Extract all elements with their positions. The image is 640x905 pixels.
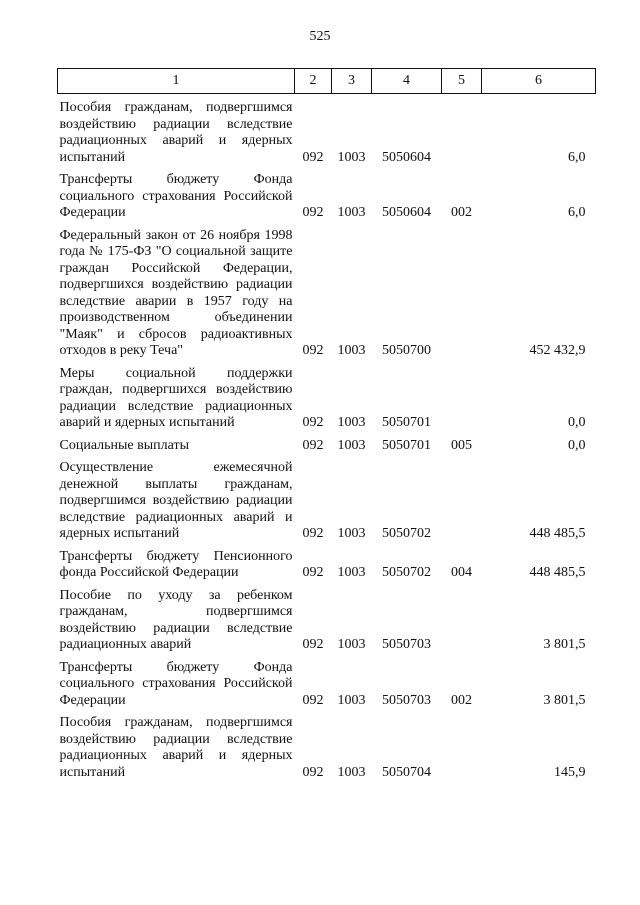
expense-type-code	[442, 582, 482, 654]
target-article-code: 5050702	[382, 526, 431, 541]
section-code: 1003	[337, 637, 366, 652]
column-header: 3	[332, 69, 372, 94]
ministry-code: 092	[302, 565, 324, 580]
ministry-code: 092	[302, 437, 324, 453]
amount-value: 452 432,9	[529, 343, 586, 358]
expense-type-code: 002	[451, 692, 472, 708]
target-article-code: 5050701	[382, 437, 431, 453]
amount-value: 6,0	[568, 149, 586, 165]
section-code: 1003	[337, 692, 366, 708]
row-description: Трансферты бюджету Фонда социального страхования Российской Федерации	[59, 659, 293, 708]
table-header-row	[58, 69, 596, 94]
section-code: 1003	[337, 764, 366, 780]
column-header: 1	[58, 69, 295, 94]
amount-value: 3 801,5	[543, 637, 586, 652]
column-header: 6	[482, 69, 596, 94]
expense-type-code: 004	[451, 565, 472, 580]
ministry-code: 092	[302, 415, 324, 430]
target-article-code: 5050700	[382, 343, 431, 358]
table-row	[58, 582, 596, 654]
section-code: 1003	[337, 565, 366, 580]
expense-type-code: 005	[451, 437, 472, 453]
table-row	[58, 454, 596, 543]
table-row	[58, 543, 596, 582]
table-row	[58, 94, 596, 167]
row-description: Пособия гражданам, подвергшимся воздействию радиации вследствие радиационных аварий и ядерных испытаний	[59, 100, 293, 165]
section-code: 1003	[337, 415, 366, 430]
ministry-code: 092	[302, 205, 324, 220]
target-article-code: 5050604	[382, 205, 431, 220]
amount-value: 0,0	[568, 437, 586, 453]
row-description: Пособие по уходу за ребенком гражданам, подвергшимся воздействию радиации вследствие радиационных аварий	[59, 587, 293, 652]
table-row	[58, 432, 596, 455]
section-code: 1003	[337, 149, 366, 165]
row-description: Меры социальной поддержки граждан, подвергшихся воздействию радиации вследствие радиационных аварий и ядерных испытаний	[59, 365, 293, 430]
amount-value: 0,0	[568, 415, 586, 430]
page-number: 525	[309, 29, 331, 44]
expense-type-code	[442, 94, 482, 167]
row-description: Федеральный закон от 26 ноября 1998 года № 175-ФЗ "О социальной защите граждан Российской Федерации, подвергшихся воздействию радиации вследствие аварии в 1957 году на производственном объединении "Маяк" и сбросов радиоактивных отходов в реку Теча"	[59, 227, 293, 358]
row-description: Пособия гражданам, подвергшимся воздействию радиации вследствие радиационных аварий и ядерных испытаний	[59, 715, 293, 780]
section-code: 1003	[337, 526, 366, 541]
row-description: Социальные выплаты	[59, 437, 190, 453]
amount-value: 3 801,5	[543, 692, 586, 708]
expense-type-code: 002	[451, 205, 472, 220]
target-article-code: 5050704	[382, 764, 431, 780]
section-code: 1003	[337, 343, 366, 358]
target-article-code: 5050604	[382, 149, 431, 165]
column-header: 5	[442, 69, 482, 94]
expense-type-code	[442, 360, 482, 432]
expense-type-code	[442, 454, 482, 543]
section-code: 1003	[337, 437, 366, 453]
expense-type-code	[442, 222, 482, 360]
table-row	[58, 360, 596, 432]
table-row	[58, 709, 596, 781]
target-article-code: 5050702	[382, 565, 431, 580]
section-code: 1003	[337, 205, 366, 220]
table-row	[58, 654, 596, 710]
ministry-code: 092	[302, 692, 324, 708]
column-header: 2	[295, 69, 332, 94]
ministry-code: 092	[302, 764, 324, 780]
target-article-code: 5050703	[382, 692, 431, 708]
table-row	[58, 222, 596, 360]
ministry-code: 092	[302, 526, 324, 541]
row-description: Трансферты бюджету Пенсионного фонда Российской Федерации	[59, 548, 293, 580]
budget-table	[57, 68, 596, 781]
ministry-code: 092	[302, 149, 324, 165]
amount-value: 448 485,5	[529, 526, 586, 541]
target-article-code: 5050703	[382, 637, 431, 652]
row-description: Осуществление ежемесячной денежной выплаты гражданам, подвергшимся воздействию радиации вследствие радиационных аварий и ядерных испытаний	[59, 460, 293, 541]
amount-value: 448 485,5	[529, 565, 586, 580]
row-description: Трансферты бюджету Фонда социального страхования Российской Федерации	[59, 172, 293, 220]
amount-value: 145,9	[554, 764, 586, 780]
table-row	[58, 166, 596, 222]
target-article-code: 5050701	[382, 415, 431, 430]
ministry-code: 092	[302, 637, 324, 652]
expense-type-code	[442, 709, 482, 781]
column-header: 4	[372, 69, 442, 94]
ministry-code: 092	[302, 343, 324, 358]
amount-value: 6,0	[568, 205, 586, 220]
